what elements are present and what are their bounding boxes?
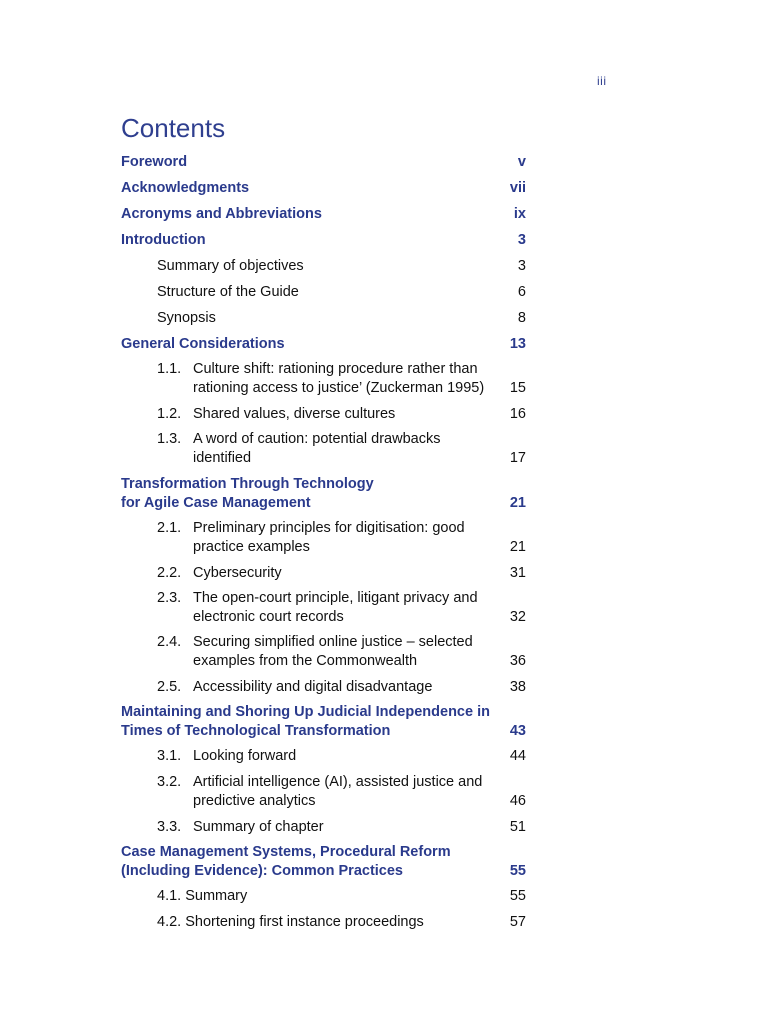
toc-page: 31 — [509, 565, 526, 581]
toc-entry-3-1[interactable] — [121, 747, 526, 766]
toc-label: Structure of the Guide — [157, 284, 299, 300]
toc-page: 44 — [509, 748, 526, 764]
toc-label: General Considerations — [121, 336, 285, 352]
toc-page: vii — [509, 180, 526, 196]
toc-page: 16 — [509, 406, 526, 422]
toc-page: 32 — [509, 609, 526, 625]
toc-page: 21 — [509, 539, 526, 555]
toc-page: 43 — [509, 723, 526, 739]
toc-number: 2.1. — [157, 520, 182, 536]
toc-label: Transformation Through Technology for Agile Case Management — [121, 476, 374, 511]
toc-label: Shared values, diverse cultures — [193, 406, 396, 422]
toc-page: 55 — [509, 888, 526, 904]
toc-number: 3.1. — [157, 748, 182, 764]
toc-entry-introduction[interactable] — [121, 231, 526, 250]
toc-label: Case Management Systems, Procedural Reform (Including Evidence): Common Practices — [121, 844, 451, 879]
toc-label: Securing simplified online justice – selected examples from the Commonwealth — [193, 634, 473, 669]
toc-label: Foreword — [121, 154, 188, 170]
toc-page: 3 — [517, 258, 526, 274]
toc-entry-intro-structure[interactable] — [121, 283, 526, 302]
toc-page: 8 — [517, 310, 526, 326]
toc-entry-2-5[interactable] — [121, 678, 526, 697]
toc-entry-general[interactable] — [121, 335, 526, 354]
toc-page: 13 — [509, 336, 526, 352]
toc-label: Summary of chapter — [193, 819, 324, 835]
page-number: iii — [597, 74, 607, 88]
toc-page: 15 — [509, 380, 526, 396]
toc-label: Culture shift: rationing procedure rather than rationing access to justice’ (Zuckerman 1995) — [193, 361, 485, 396]
toc-number: 2.5. — [157, 679, 182, 695]
toc-label: Summary of objectives — [157, 258, 304, 274]
toc-label: Acronyms and Abbreviations — [121, 206, 322, 222]
toc-entry-acronyms[interactable] — [121, 205, 526, 224]
toc-label: The open-court principle, litigant privacy and electronic court records — [193, 590, 478, 625]
toc-label: 4.1. Summary — [157, 888, 248, 904]
toc-entry-1-1[interactable] — [121, 360, 526, 398]
toc-label: Acknowledgments — [121, 180, 250, 196]
toc-page: 51 — [509, 819, 526, 835]
toc-label: Preliminary principles for digitisation: good practice examples — [193, 520, 465, 555]
toc-number: 2.4. — [157, 634, 182, 650]
toc-entry-foreword[interactable] — [121, 153, 526, 172]
toc-label: 4.2. Shortening first instance proceedings — [157, 914, 424, 930]
toc-number: 1.3. — [157, 431, 182, 447]
toc-entry-judicial[interactable] — [121, 703, 526, 741]
toc-entry-2-1[interactable] — [121, 519, 526, 557]
toc-label: A word of caution: potential drawbacks identified — [193, 431, 441, 466]
toc-page: ix — [513, 206, 526, 222]
toc-label: Introduction — [121, 232, 206, 248]
toc-page: 17 — [509, 450, 526, 466]
toc-page: 38 — [509, 679, 526, 695]
toc-label: Artificial intelligence (AI), assisted justice and predictive analytics — [193, 774, 483, 809]
toc-number: 2.2. — [157, 565, 182, 581]
toc-page: 21 — [509, 495, 526, 511]
toc-label: Synopsis — [157, 310, 216, 326]
toc-number: 2.3. — [157, 590, 182, 606]
page-title: Contents — [121, 113, 226, 143]
toc-entry-case-management[interactable] — [121, 843, 526, 881]
toc-entry-transformation[interactable] — [121, 475, 526, 513]
toc-page: 6 — [517, 284, 526, 300]
toc-number: 3.2. — [157, 774, 182, 790]
toc-number: 3.3. — [157, 819, 182, 835]
toc-number: 1.1. — [157, 361, 182, 377]
toc-entry-2-2[interactable] — [121, 564, 526, 583]
toc-page: 55 — [509, 863, 526, 879]
toc-entry-acknowledgments[interactable] — [121, 179, 526, 198]
toc-label: Cybersecurity — [193, 565, 282, 581]
toc-page: 46 — [509, 793, 526, 809]
toc-entry-2-4[interactable] — [121, 633, 526, 671]
toc-entry-1-2[interactable] — [121, 405, 526, 424]
toc-page: 57 — [509, 914, 526, 930]
toc-entry-3-3[interactable] — [121, 818, 526, 837]
toc-entry-intro-synopsis[interactable] — [121, 309, 526, 328]
toc-label: Maintaining and Shoring Up Judicial Independence in Times of Technological Transformation — [121, 704, 490, 739]
toc-entry-1-3[interactable] — [121, 430, 526, 468]
toc-label: Looking forward — [193, 748, 297, 764]
toc-entry-4-1[interactable] — [121, 887, 526, 906]
toc-label: Accessibility and digital disadvantage — [193, 679, 433, 695]
toc-page: 3 — [517, 232, 526, 248]
toc-page: 36 — [509, 653, 526, 669]
toc-entry-2-3[interactable] — [121, 589, 526, 627]
toc-entry-intro-summary[interactable] — [121, 257, 526, 276]
toc-entry-3-2[interactable] — [121, 773, 526, 811]
toc-page: v — [517, 154, 526, 170]
toc-entry-4-2[interactable] — [121, 913, 526, 932]
toc-number: 1.2. — [157, 406, 182, 422]
